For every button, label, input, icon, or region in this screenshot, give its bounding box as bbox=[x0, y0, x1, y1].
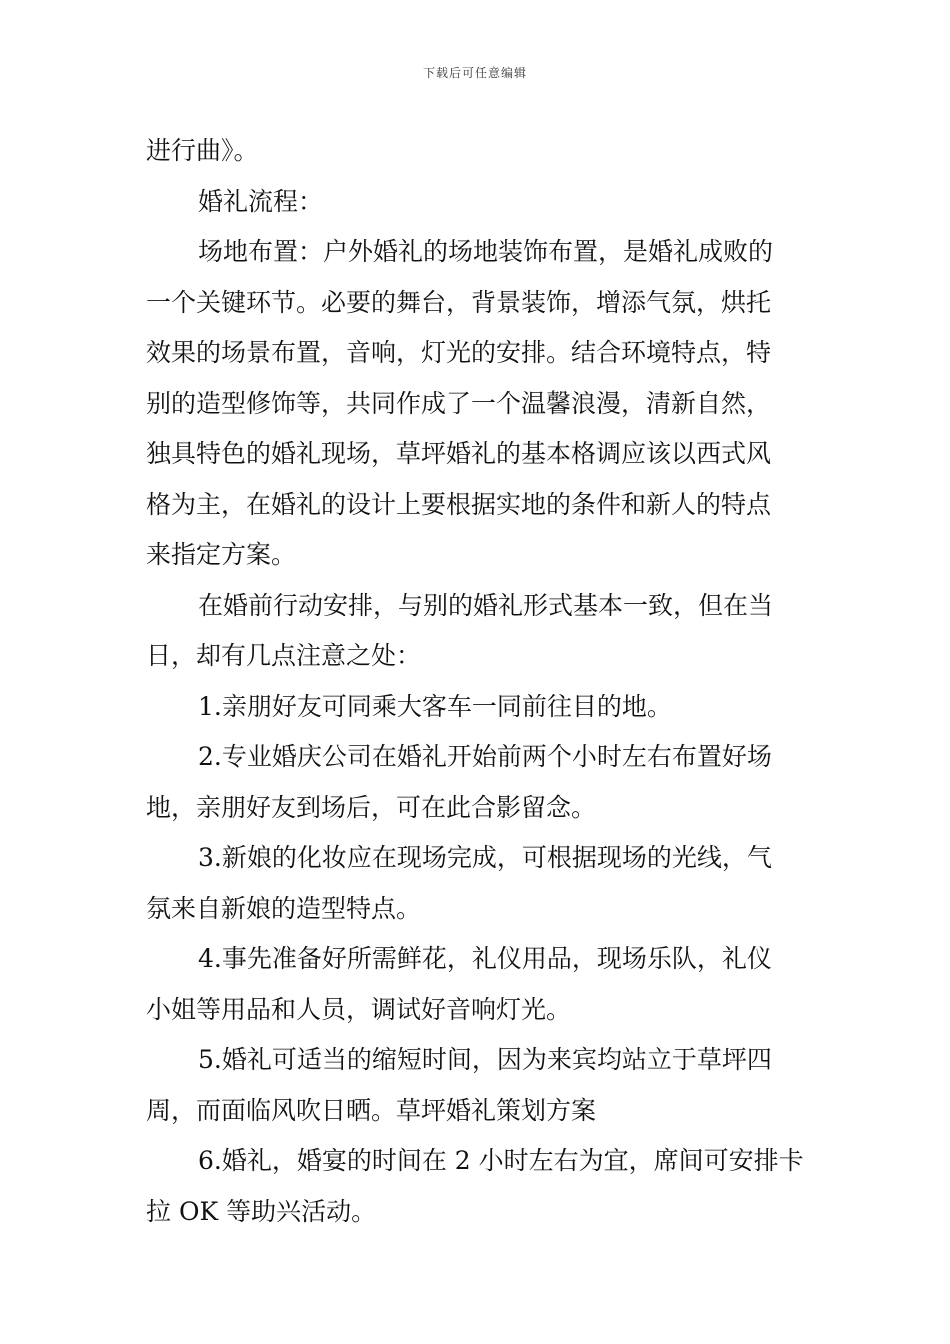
text-line: 拉 OK 等助兴活动。 bbox=[146, 1196, 377, 1226]
document-body bbox=[146, 126, 806, 1237]
text-line: 在婚前行动安排，与别的婚礼形式基本一致，但在当 bbox=[198, 590, 774, 620]
list-item: 2.专业婚庆公司在婚礼开始前两个小时左右布置好场 bbox=[198, 742, 772, 771]
text-line: 氛来自新娘的造型特点。 bbox=[146, 893, 422, 923]
list-item: 1.亲朋好友可同乘大客车一同前往目的地。 bbox=[198, 691, 672, 721]
text-line: 独具特色的婚礼现场，草坪婚礼的基本格调应该以西式风 bbox=[146, 439, 772, 468]
list-item: 6.婚礼，婚宴的时间在 2 小时左右为宜，席间可安排卡 bbox=[198, 1146, 804, 1175]
text-line: 进行曲》。 bbox=[146, 136, 259, 165]
text-line: 小姐等用品和人员，调试好音响灯光。 bbox=[146, 994, 572, 1024]
text-line: 周，而面临风吹日晒。草坪婚礼策划方案 bbox=[146, 1095, 597, 1125]
list-item: 5.婚礼可适当的缩短时间，因为来宾均站立于草坪四 bbox=[198, 1045, 772, 1074]
text-line: 场地布置：户外婚礼的场地装饰布置，是婚礼成败的 bbox=[198, 237, 774, 266]
text-line: 地，亲朋好友到场后，可在此合影留念。 bbox=[146, 792, 597, 822]
text-line: 来指定方案。 bbox=[146, 540, 297, 569]
list-item: 4.事先准备好所需鲜花，礼仪用品，现场乐队，礼仪 bbox=[198, 944, 772, 973]
text-line: 效果的场景布置，音响，灯光的安排。结合环境特点，特 bbox=[146, 338, 772, 367]
text-line: 一个关键环节。必要的舞台，背景装饰，增添气氛，烘托 bbox=[146, 287, 772, 317]
list-item: 3.新娘的化妆应在现场完成，可根据现场的光线，气 bbox=[198, 843, 772, 872]
text-line: 日，却有几点注意之处： bbox=[146, 641, 422, 670]
text-line: 格为主，在婚礼的设计上要根据实地的条件和新人的特点 bbox=[146, 489, 772, 519]
section-heading: 婚礼流程： bbox=[198, 186, 324, 216]
page-header: 下载后可任意编辑 bbox=[422, 66, 527, 80]
text-line: 别的造型修饰等，共同作成了一个温馨浪漫，清新自然， bbox=[146, 388, 772, 418]
